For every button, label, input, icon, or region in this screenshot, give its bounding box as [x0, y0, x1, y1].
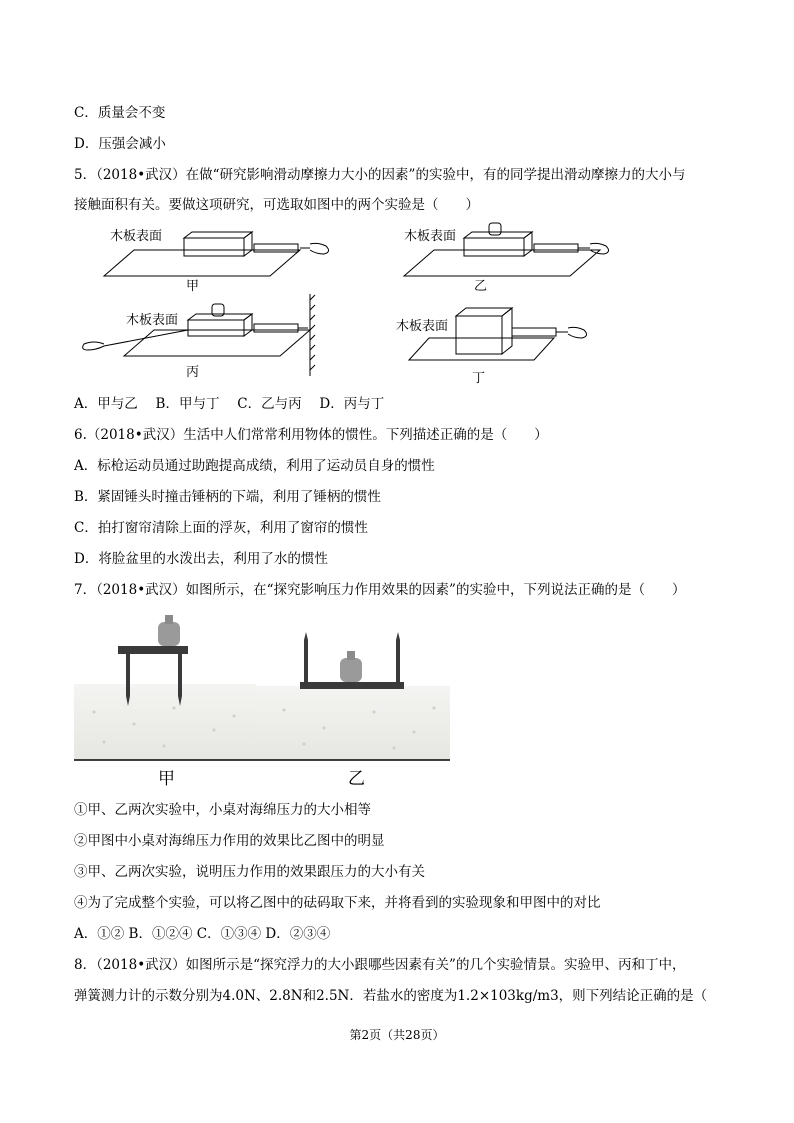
- q5-surface-label-yi: 木板表面: [404, 229, 457, 244]
- q4-option-c: C．质量会不变: [74, 105, 166, 121]
- q5-label-ding: 丁: [472, 371, 486, 386]
- q7-options: A．①② B．①②④ C．①③④ D．②③④: [74, 926, 331, 942]
- q7-stem: 7．（2018•武汉）如图所示，在“探究影响压力作用效果的因素”的实验中，下列说法正确的是（ ）: [74, 582, 686, 598]
- q5-stem-line1: 5．（2018•武汉）在做“研究影响滑动摩擦力大小的因素”的实验中，有的同学提出滑动摩擦力的大小与: [74, 167, 686, 183]
- q7-statement-4: ④为了完成整个实验，可以将乙图中的砝码取下来，并将看到的实验现象和甲图中的对比: [74, 895, 601, 911]
- q7-label-yi: 乙: [348, 769, 365, 789]
- q6-option-a: A．标枪运动员通过助跑提高成绩，利用了运动员自身的惯性: [74, 458, 435, 474]
- q7-sponge-figure: [74, 612, 454, 792]
- q5-stem-line2: 接触面积有关。要做这项研究，可选取如图中的两个实验是（ ）: [74, 197, 479, 213]
- q7-statement-3: ③甲、乙两次实验，说明压力作用的效果跟压力的大小有关: [74, 864, 425, 880]
- q7-label-jia: 甲: [158, 769, 175, 789]
- q6-option-b: B．紧固锤头时撞击锤柄的下端，利用了锤柄的惯性: [74, 489, 381, 505]
- q7-statement-2: ②甲图中小桌对海绵压力作用的效果比乙图中的明显: [74, 833, 385, 849]
- q5-friction-figure: [74, 220, 634, 390]
- q5-label-jia: 甲: [186, 279, 200, 294]
- q5-surface-label-jia: 木板表面: [110, 229, 163, 244]
- q8-stem-line2: 弹簧测力计的示数分别为4.0N、2.8N和2.5N．若盐水的密度为1.2×103kg/m3，则下列结论正确的是（: [74, 988, 708, 1004]
- q6-option-c: C．拍打窗帘清除上面的浮灰，利用了窗帘的惯性: [74, 520, 368, 536]
- q6-stem: 6.（2018•武汉）生活中人们常常利用物体的惯性。下列描述正确的是（ ）: [74, 427, 548, 443]
- q5-surface-label-bing: 木板表面: [126, 313, 179, 328]
- q4-option-d: D．压强会减小: [74, 136, 166, 152]
- page-footer: 第2页（共28页）: [349, 1028, 445, 1042]
- q5-label-bing: 丙: [186, 365, 200, 380]
- q5-options: A．甲与乙 B．甲与丁 C．乙与丙 D．丙与丁: [74, 396, 385, 412]
- q5-surface-label-ding: 木板表面: [396, 319, 449, 334]
- q5-label-yi: 乙: [474, 279, 488, 294]
- q8-stem-line1: 8．（2018•武汉）如图所示是“探究浮力的大小跟哪些因素有关”的几个实验情景。实验甲、丙和丁中，: [74, 957, 686, 973]
- q7-statement-1: ①甲、乙两次实验中，小桌对海绵压力的大小相等: [74, 802, 371, 818]
- q6-option-d: D．将脸盆里的水泼出去，利用了水的惯性: [74, 551, 328, 567]
